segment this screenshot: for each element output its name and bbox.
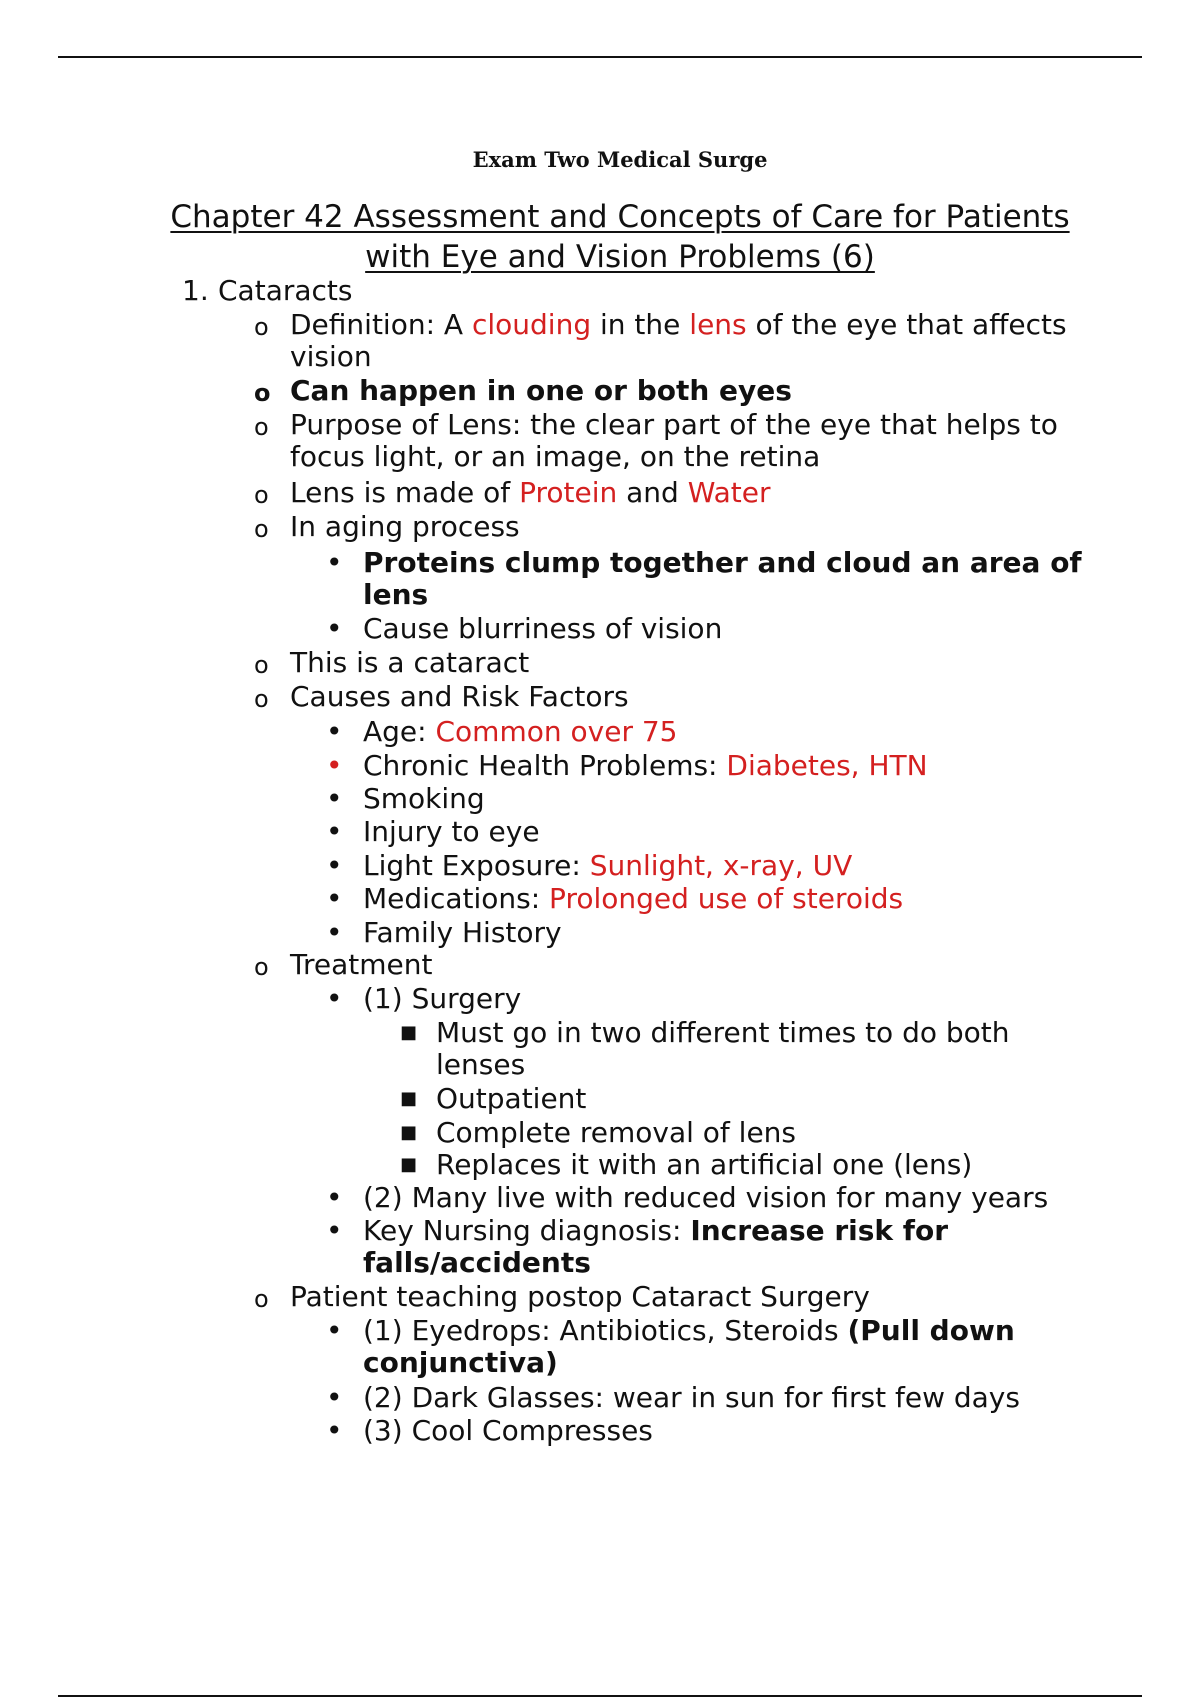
list-item-both-eyes: Can happen in one or both eyes [290, 374, 792, 407]
list-item-key-nursing: Key Nursing diagnosis: Increase risk for falls/accidents [363, 1214, 949, 1279]
list-item-causes: Causes and Risk Factors [290, 680, 629, 713]
list-heading-cataracts: Cataracts [218, 274, 353, 307]
circle-bullet-icon: o [254, 379, 271, 407]
bullet-icon: • [326, 715, 343, 748]
chapter-heading: Chapter 42 Assessment and Concepts of Care for Patients with Eye and Vision Problems (6) [170, 199, 1070, 275]
bullet-icon: • [326, 782, 343, 815]
bullet-icon: • [326, 749, 343, 782]
bullet-icon: • [326, 1181, 343, 1214]
list-item-cause: Medications: Prolonged use of steroids [363, 882, 904, 915]
square-bullet-icon: ■ [400, 1122, 418, 1143]
bullet-icon: • [326, 546, 343, 579]
list-item-cause: Family History [363, 916, 562, 949]
circle-bullet-icon: o [254, 313, 269, 341]
circle-bullet-icon: o [254, 685, 269, 713]
square-bullet-icon: ■ [400, 1088, 418, 1109]
list-item-cause: Age: Common over 75 [363, 715, 678, 748]
list-item-made-of: Lens is made of Protein and Water [290, 476, 771, 509]
bullet-icon: • [326, 1414, 343, 1447]
list-item-cool-compresses: (3) Cool Compresses [363, 1414, 653, 1447]
bottom-rule [58, 1695, 1142, 1697]
circle-bullet-icon: o [254, 515, 269, 543]
list-item-surgery-detail: Outpatient [436, 1082, 587, 1115]
circle-bullet-icon: o [254, 1285, 269, 1313]
circle-bullet-icon: o [254, 413, 269, 441]
list-item-purpose: Purpose of Lens: the clear part of the eye that helps to focus light, or an image, on the retina [290, 408, 1058, 473]
list-item-this-is: This is a cataract [290, 646, 530, 679]
bullet-icon: • [326, 815, 343, 848]
list-item-dark-glasses: (2) Dark Glasses: wear in sun for first few days [363, 1381, 1020, 1414]
circle-bullet-icon: o [254, 651, 269, 679]
list-item-surgery-detail: Replaces it with an artificial one (lens) [436, 1148, 973, 1181]
list-item-surgery-detail: Must go in two different times to do both lenses [436, 1016, 1010, 1081]
square-bullet-icon: ■ [400, 1022, 418, 1043]
bullet-icon: • [326, 882, 343, 915]
list-item-teaching: Patient teaching postop Cataract Surgery [290, 1280, 870, 1313]
list-number: 1. [182, 274, 209, 307]
bullet-icon: • [326, 849, 343, 882]
list-item-proteins-clump: Proteins clump together and cloud an area of lens [363, 546, 1082, 611]
bullet-icon: • [326, 1381, 343, 1414]
square-bullet-icon: ■ [400, 1154, 418, 1175]
circle-bullet-icon: o [254, 953, 269, 981]
top-rule [58, 56, 1142, 58]
bullet-icon: • [326, 916, 343, 949]
bullet-icon: • [326, 1214, 343, 1247]
list-item-blurriness: Cause blurriness of vision [363, 612, 723, 645]
list-item-eyedrops: (1) Eyedrops: Antibiotics, Steroids (Pull down conjunctiva) [363, 1314, 1015, 1379]
list-item-cause: Injury to eye [363, 815, 540, 848]
exam-title: Exam Two Medical Surge [472, 147, 768, 172]
list-item-cause: Chronic Health Problems: Diabetes, HTN [363, 749, 928, 782]
list-item-treatment: Treatment [290, 948, 433, 981]
list-item-many-live: (2) Many live with reduced vision for many years [363, 1181, 1049, 1214]
bullet-icon: • [326, 612, 343, 645]
list-item-definition: Definition: A clouding in the lens of the eye that affects vision [290, 308, 1067, 373]
bullet-icon: • [326, 1314, 343, 1347]
circle-bullet-icon: o [254, 481, 269, 509]
list-item-cause: Light Exposure: Sunlight, x-ray, UV [363, 849, 853, 882]
list-item-cause: Smoking [363, 782, 485, 815]
list-item-surgery-detail: Complete removal of lens [436, 1116, 797, 1149]
list-item-surgery: (1) Surgery [363, 982, 522, 1015]
bullet-icon: • [326, 982, 343, 1015]
list-item-aging: In aging process [290, 510, 520, 543]
